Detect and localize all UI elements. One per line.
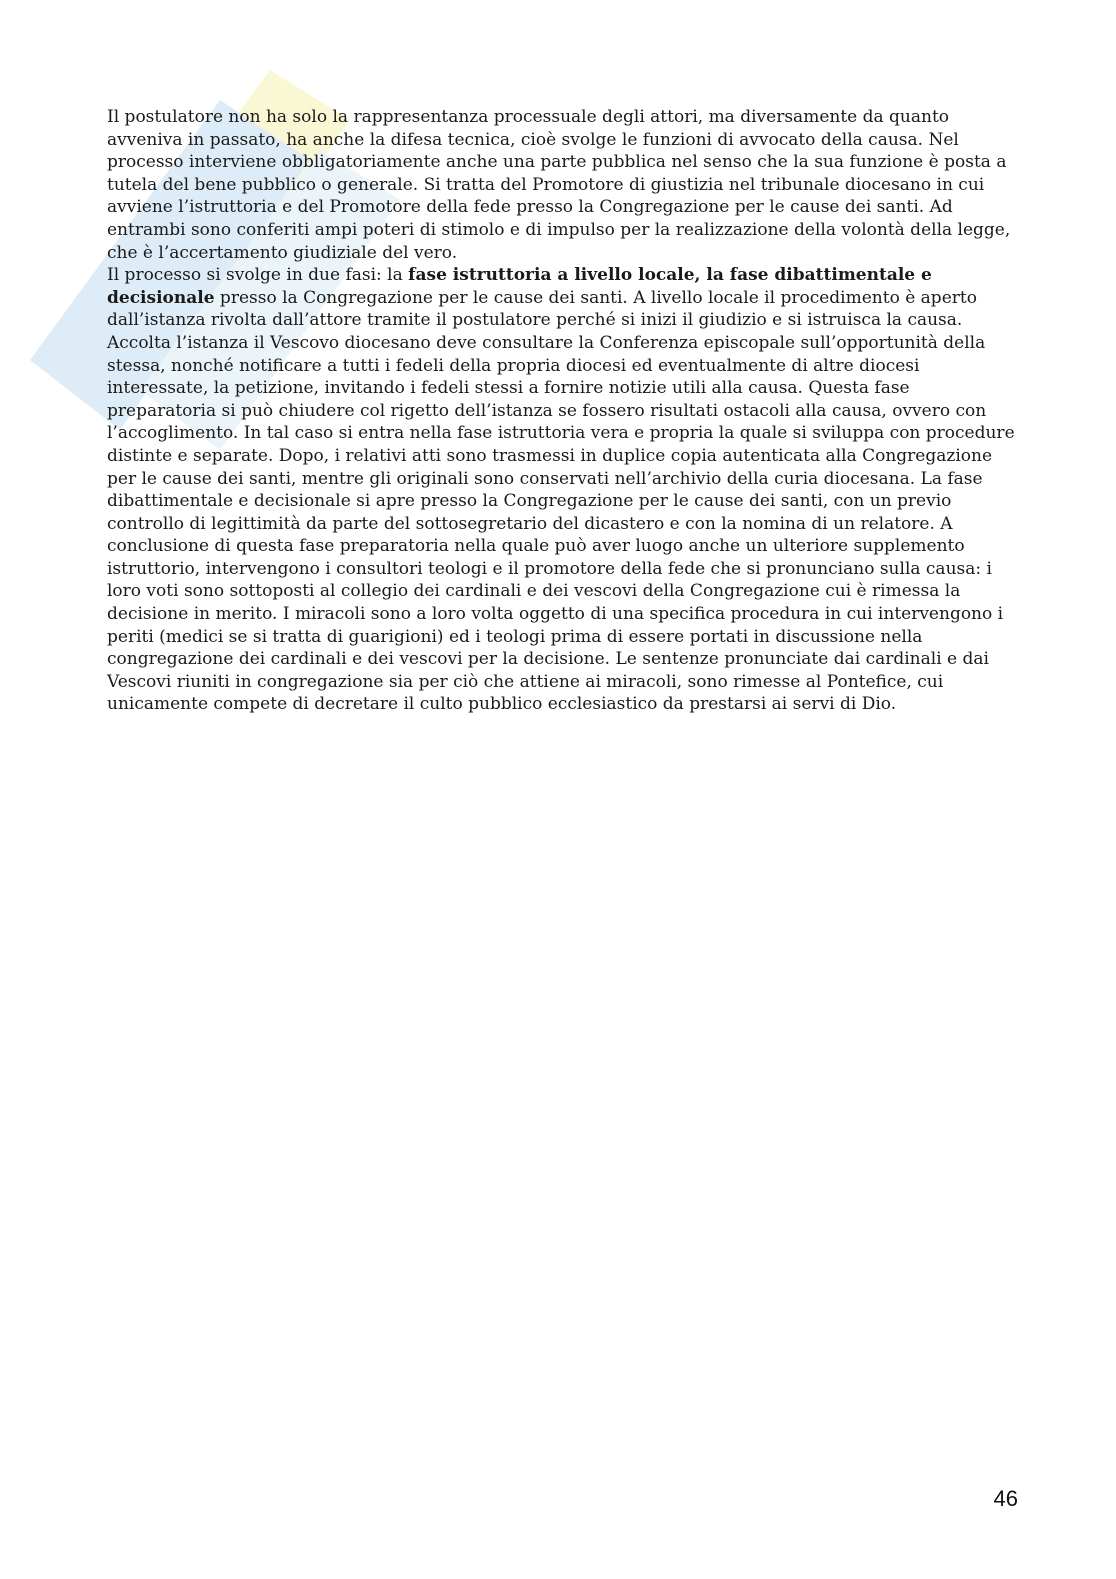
paragraph-postulatore: Il postulatore non ha solo la rappresentanza processuale degli attori, ma diversamente da quanto avveniva in passato, ha anche la difesa tecnica, cioè svolge le funzioni di avvocato della causa. Nel processo interviene obbligatoriamente anche una parte pubblica nel senso che la sua funzione è posta a tutela del bene pubblico o generale. Si tratta del Promotore di giustizia nel tribunale diocesano in cui avviene l’istruttoria e del Promotore della fede presso la Congregazione per le cause dei santi. Ad entrambi sono conferiti ampi poteri di stimolo e di impulso per la realizzazione della volontà della legge, che è l’accertamento giudiziale del vero. [107,107,1011,263]
paragraph-processo [107,264,1019,716]
paragraph-processo-lead: Il processo si svolge in due fasi: la [107,265,409,286]
paragraph-processo-bold: fase istruttoria a livello locale, la fase dibattimentale e decisionale [107,265,932,308]
page-number: 46 [993,1486,1018,1511]
paragraph-processo-rest: presso la Congregazione per le cause dei santi. A livello locale il procedimento è aperto dall’istanza rivolta dall’attore tramite il postulatore perché si inizi il giudizio e si istruisca la causa. Accolta l’istanza il Vescovo diocesano deve consultare la Conferenza episcopale sull’opportunità della stessa, nonché notificare a tutti i fedeli della propria diocesi ed eventualmente di altre diocesi interessate, la petizione, invitando i fedeli stessi a fornire notizie utili alla causa. Questa fase preparatoria si può chiudere col rigetto dell’istanza se fossero risultati ostacoli alla causa, ovvero con l’accoglimento. In tal caso si entra nella fase istruttoria vera e propria la quale si sviluppa con procedure distinte e separate. Dopo, i relativi atti sono trasmessi in duplice copia autenticata alla Congregazione per le cause dei santi, mentre gli originali sono conservati nell’archivio della curia diocesana. La fase dibattimentale e decisionale si apre presso la Congregazione per le cause dei santi, con un previo controllo di legittimità da parte del sottosegretario del dicastero e con la nomina di un relatore. A conclusione di questa fase preparatoria nella quale può aver luogo anche un ulteriore supplemento istruttorio, intervengono i consultori teologi e il promotore della fede che si pronunciano sulla causa: i loro voti sono sottoposti al collegio dei cardinali e dei vescovi della Congregazione cui è rimessa la decisione in merito. I miracoli sono a loro volta oggetto di una specifica procedura in cui intervengono i periti (medici se si tratta di guarigioni) ed i teologi prima di essere portati in discussione nella congregazione dei cardinali e dei vescovi per la decisione. Le sentenze pronunciate dai cardinali e dai Vescovi riuniti in congregazione sia per ciò che attiene ai miracoli, sono rimesse al Pontefice, cui unicamente compete di decretare il culto pubblico ecclesiastico da prestarsi ai servi di Dio. [107,287,1015,715]
document-body [107,106,1019,716]
